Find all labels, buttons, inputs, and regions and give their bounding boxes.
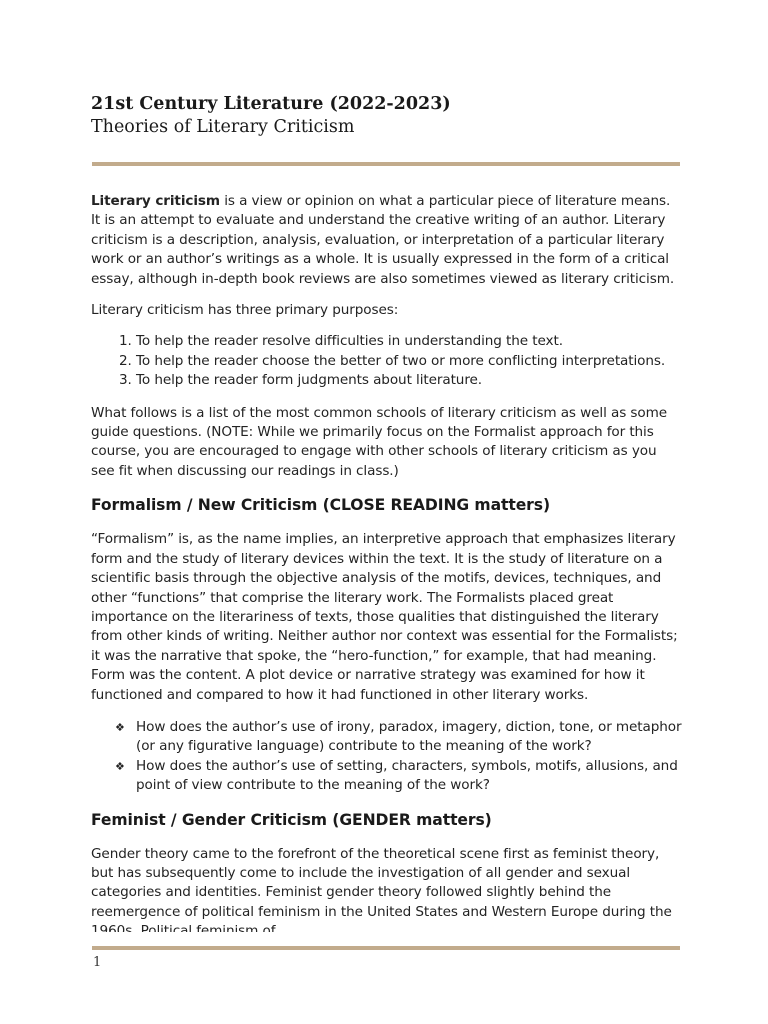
intro-paragraph — [91, 192, 683, 289]
purpose-item: 1. To help the reader resolve difficulties in understanding the text. — [136, 332, 683, 351]
document-header — [91, 93, 681, 139]
formalism-questions — [91, 718, 683, 796]
header-divider — [92, 162, 680, 166]
page-bottom-mask — [0, 932, 768, 946]
intro-text: is a view or opinion on what a particular piece of literature means. It is an attempt to evaluate and understand the creative writing of an author. Literary criticism is a description, analysis, evaluation, or interpretation of a particular literary work or an author’s writings as a whole. It is usually expressed in the form of a critical essay, although in-depth book reviews are also sometimes viewed as literary criticism. — [91, 193, 675, 287]
intro-bold-term: Literary criticism — [91, 193, 220, 209]
schools-intro: What follows is a list of the most common schools of literary criticism as well as some guide questions. (NOTE: While we primarily focus on the Formalist approach for this course, you are encouraged to engage with other schools of literary criticism as you see fit when discussing our readings in class.) — [91, 404, 668, 479]
question-text: How does the author’s use of irony, paradox, imagery, diction, tone, or metaphor (or any figurative language) contribute to the meaning of the work? — [136, 718, 682, 755]
document-title: 21st Century Literature (2022-2023) — [91, 94, 451, 114]
footer-divider — [92, 946, 680, 950]
diamond-bullet-icon: ❖ — [115, 720, 125, 734]
document-subtitle: Theories of Literary Criticism — [91, 117, 355, 137]
diamond-bullet-icon: ❖ — [115, 759, 125, 773]
document-body — [91, 192, 683, 954]
feminist-heading: Feminist / Gender Criticism (GENDER matters) — [91, 810, 492, 829]
question-item — [91, 718, 683, 757]
question-text: How does the author’s use of setting, characters, symbols, motifs, allusions, and point of view contribute to the meaning of the work? — [136, 757, 678, 794]
formalism-body: “Formalism” is, as the name implies, an interpretive approach that emphasizes literary form and the study of literary devices within the text. It is the study of literature on a scientific basis through the objective analysis of the motifs, devices, techniques, and other “functions” that comprise the literary work. The Formalists placed great importance on the literariness of texts, those qualities that distinguished the literary from other kinds of writing. Neither author nor context was essential for the Formalists; it was the narrative that spoke, the “hero-function,” for example, that had meaning. Form was the content. A plot device or narrative strategy was examined for how it functioned and compared to how it had functioned in other literary works. — [91, 531, 678, 703]
feminist-body: Gender theory came to the forefront of the theoretical scene first as feminist theory, but has subsequently come to include the investigation of all gender and sexual categories and identities. Feminist gender theory followed slightly behind the reemergence of political feminism in the United States and Western Europe during the — [91, 845, 672, 920]
purpose-item: 2. To help the reader choose the better of two or more conflicting interpretations. — [136, 352, 683, 371]
page-number: 1 — [93, 955, 102, 970]
purpose-item: 3. To help the reader form judgments about literature. — [136, 371, 683, 390]
purposes-intro: Literary criticism has three primary purposes: — [91, 302, 399, 319]
question-item — [91, 757, 683, 796]
formalism-heading: Formalism / New Criticism (CLOSE READING matters) — [91, 496, 550, 515]
purposes-list — [91, 332, 683, 390]
